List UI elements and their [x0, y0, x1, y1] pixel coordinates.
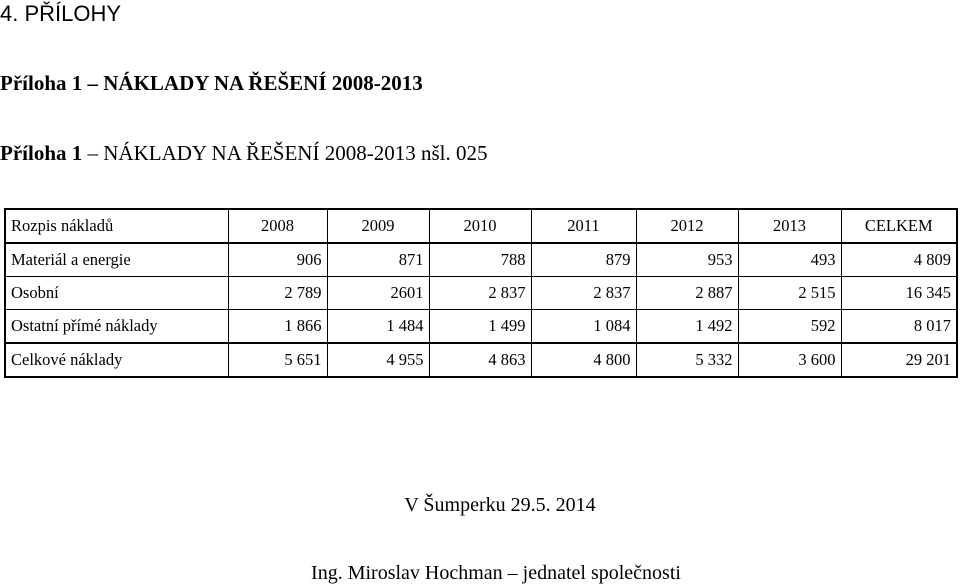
table-cell: 1 492: [636, 310, 738, 344]
cost-table: [4, 208, 958, 378]
table-cell: 5 651: [228, 343, 327, 377]
table-cell: 879: [531, 243, 636, 277]
row-label: Ostatní přímé náklady: [5, 310, 228, 344]
table-cell: 1 084: [531, 310, 636, 344]
place-date: V Šumperku 29.5. 2014: [404, 494, 596, 516]
appendix-title: Příloha 1 – NÁKLADY NA ŘEŠENÍ 2008-2013: [0, 71, 423, 95]
table-row: [5, 243, 957, 277]
table-cell: 2 887: [636, 277, 738, 310]
table-cell: 3 600: [738, 343, 841, 377]
header-cell-2011: 2011: [531, 209, 636, 243]
table-cell: 2 789: [228, 277, 327, 310]
row-label: Osobní: [5, 277, 228, 310]
table-cell: 592: [738, 310, 841, 344]
table-cell: 1 499: [429, 310, 531, 344]
table-cell: 4 955: [327, 343, 429, 377]
signature-line: Ing. Miroslav Hochman – jednatel společnosti: [311, 562, 681, 584]
table-cell: 906: [228, 243, 327, 277]
table-cell: 871: [327, 243, 429, 277]
table-cell: 1 484: [327, 310, 429, 344]
appendix-subtitle-text: – NÁKLADY NA ŘEŠENÍ 2008-2013 nšl. 025: [82, 141, 488, 165]
table-row: [5, 277, 957, 310]
table-cell: 493: [738, 243, 841, 277]
table-row: [5, 310, 957, 344]
header-cell-2013: 2013: [738, 209, 841, 243]
table-cell: 2 837: [429, 277, 531, 310]
appendix-subtitle: [0, 139, 487, 167]
header-cell-total: CELKEM: [841, 209, 957, 243]
table-header-row: [5, 209, 957, 243]
table-cell: 1 866: [228, 310, 327, 344]
header-cell-2009: 2009: [327, 209, 429, 243]
header-cell-2008: 2008: [228, 209, 327, 243]
header-cell-label: Rozpis nákladů: [5, 209, 228, 243]
header-cell-2010: 2010: [429, 209, 531, 243]
table-cell: 4 863: [429, 343, 531, 377]
total-cell: 16 345: [841, 277, 957, 310]
table-cell: 2601: [327, 277, 429, 310]
table-cell: 5 332: [636, 343, 738, 377]
row-label: Celkové náklady: [5, 343, 228, 377]
total-cell: 8 017: [841, 310, 957, 344]
table-cell: 4 800: [531, 343, 636, 377]
grand-total-cell: 29 201: [841, 343, 957, 377]
header-cell-2012: 2012: [636, 209, 738, 243]
appendix-subtitle-label: Příloha 1: [0, 141, 83, 165]
table-cell: 2 837: [531, 277, 636, 310]
table-cell: 2 515: [738, 277, 841, 310]
table-row-total: [5, 343, 957, 377]
table-cell: 788: [429, 243, 531, 277]
chapter-heading: 4. PŘÍLOHY: [0, 1, 122, 26]
row-label: Materiál a energie: [5, 243, 228, 277]
table-cell: 953: [636, 243, 738, 277]
total-cell: 4 809: [841, 243, 957, 277]
